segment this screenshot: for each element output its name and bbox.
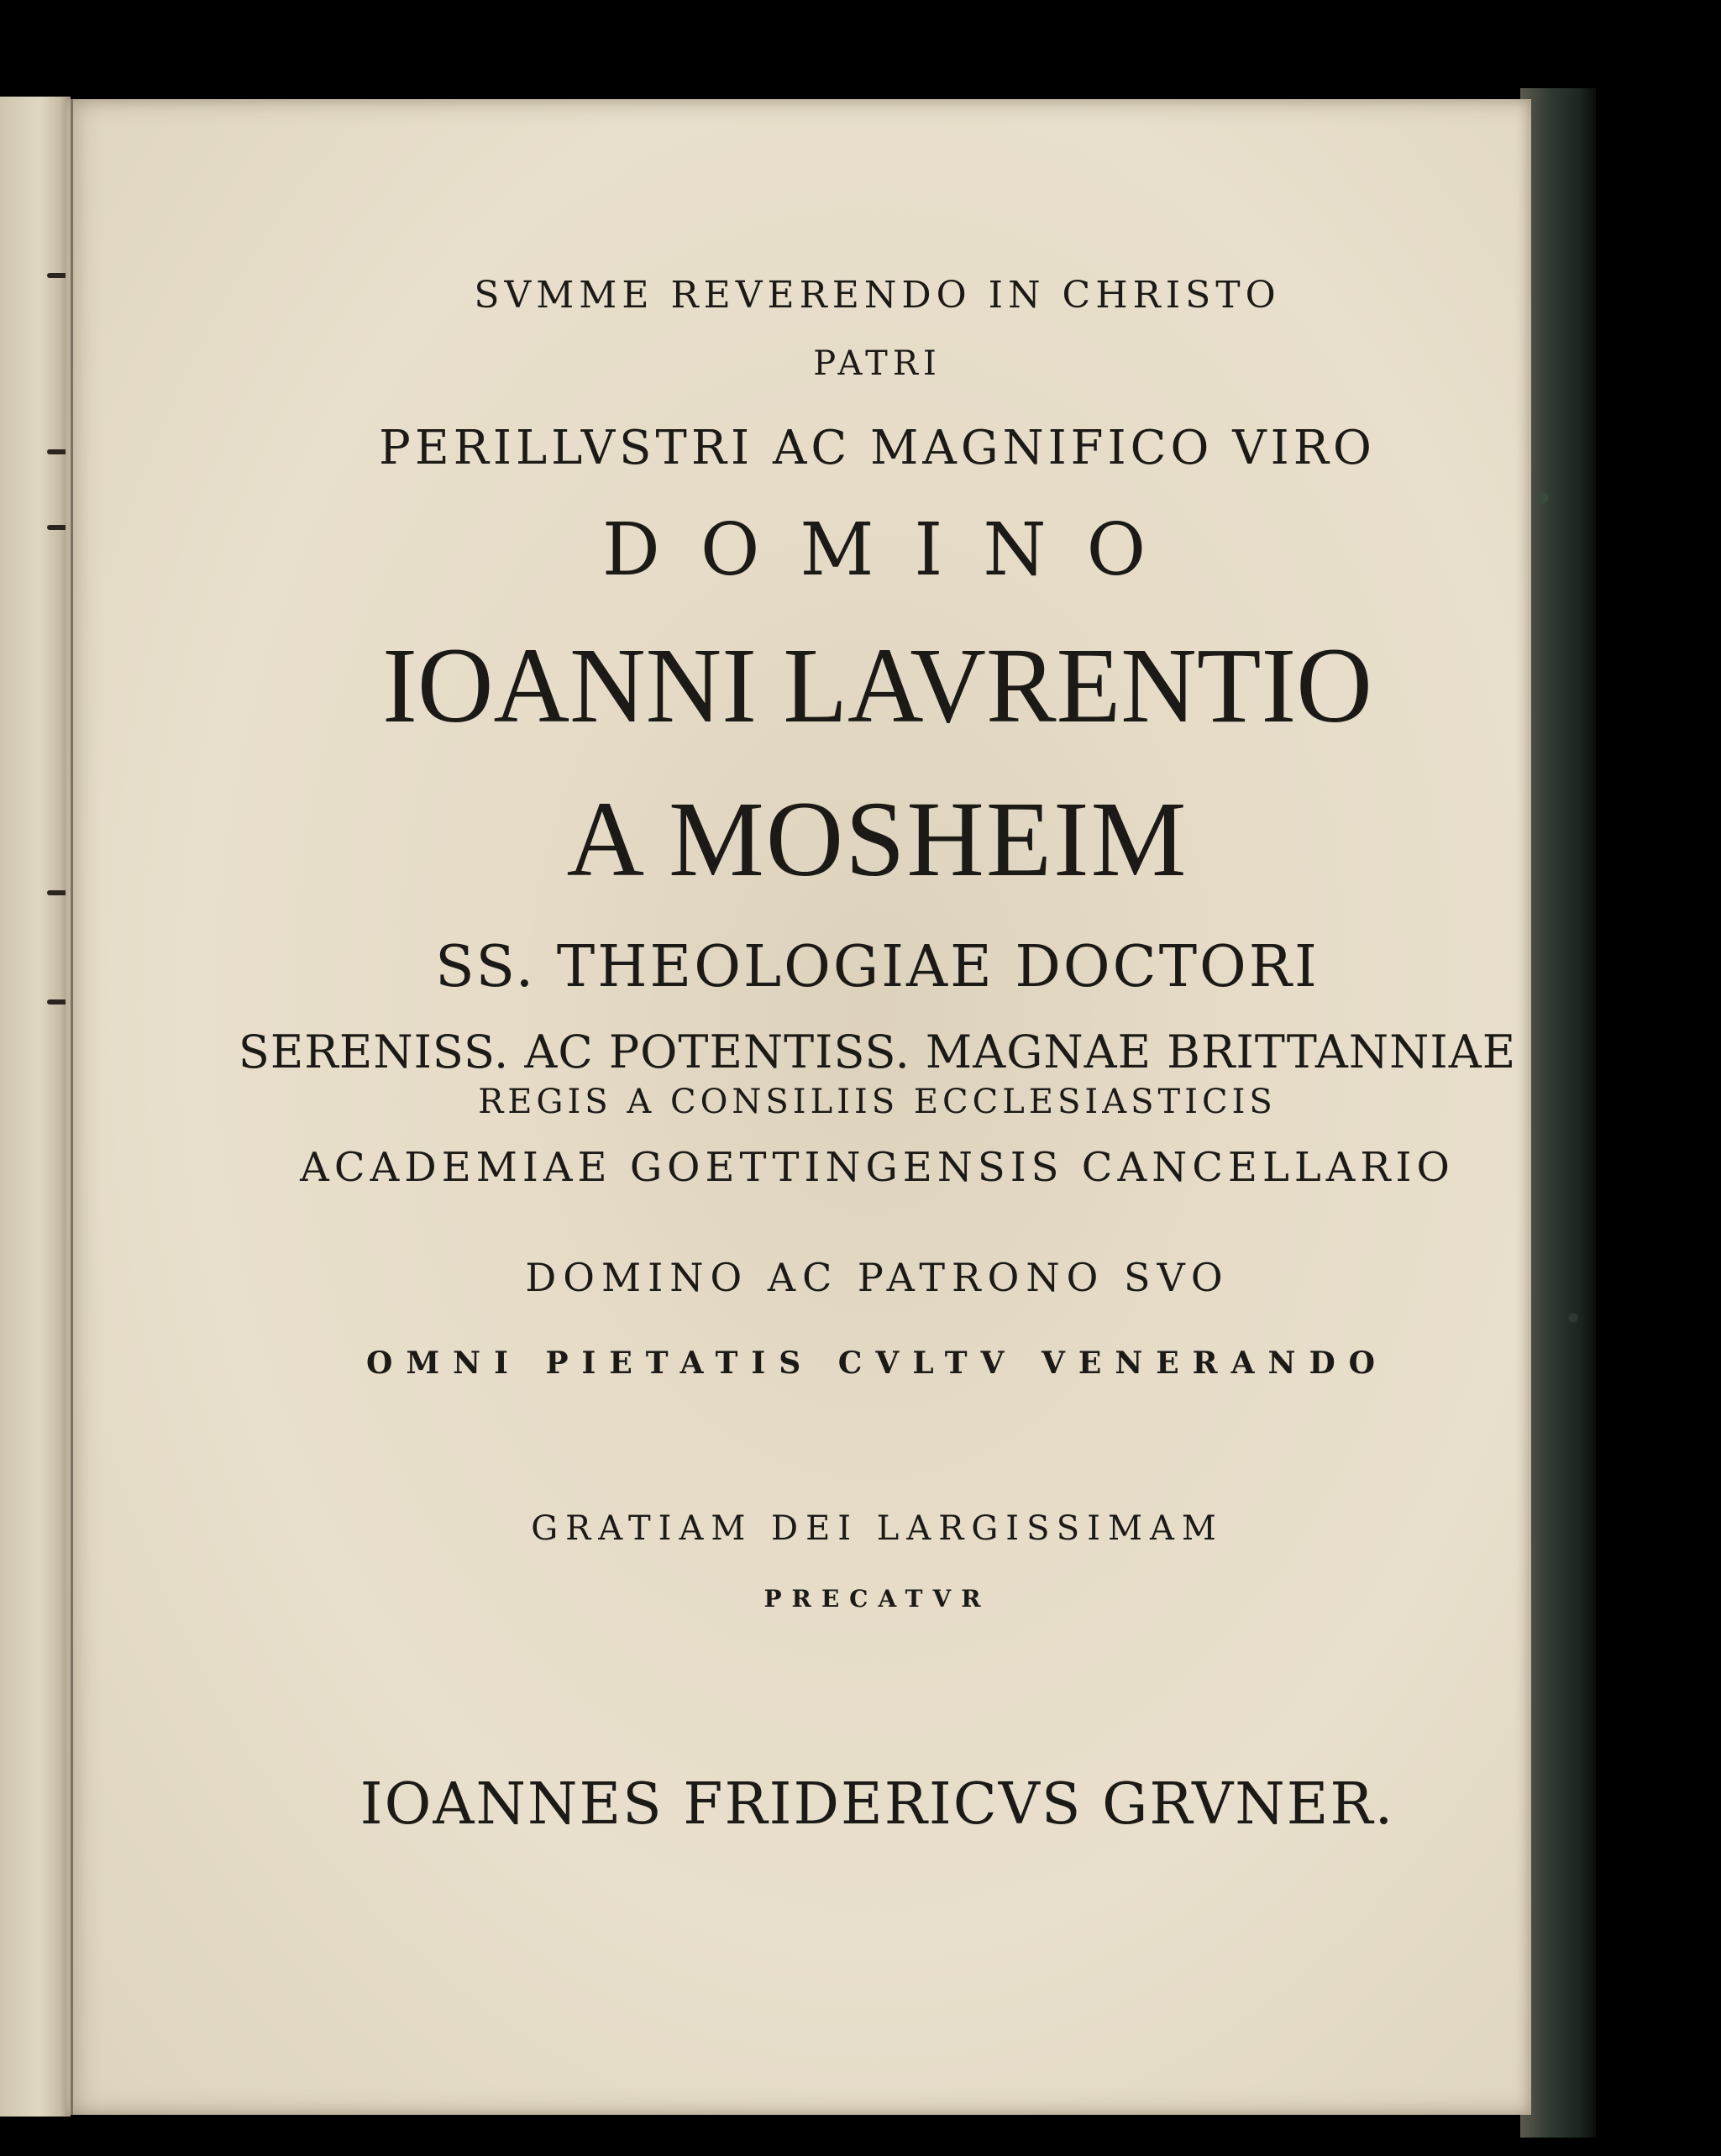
dedicatee-name: IOANNI LAVRENTIO [382, 626, 1372, 745]
dedication-line-3: PERILLVSTRI AC MAGNIFICO VIRO [379, 421, 1376, 475]
dedicatee-title: SS. THEOLOGIAE DOCTORI [435, 934, 1320, 1000]
dedicatee-office-2: REGIS A CONSILIIS ECCLESIASTICIS [478, 1083, 1277, 1121]
dedication-precatur: PRECATVR [763, 1585, 991, 1613]
dedication-domino: DOMINO [601, 508, 1187, 592]
dedicatee-office-3: ACADEMIAE GOETTINGENSIS CANCELLARIO [300, 1144, 1455, 1191]
dedication-patron: DOMINO AC PATRONO SVO [525, 1255, 1230, 1300]
dedication-prayer: GRATIAM DEI LARGISSIMAM [531, 1509, 1224, 1548]
dedication-line-1: SVMME REVERENDO IN CHRISTO [474, 274, 1281, 317]
dedication-line-2: PATRI [813, 344, 942, 383]
dedication-veneration: OMNI PIETATIS CVLTV VENERANDO [365, 1346, 1389, 1381]
dedicatee-surname: A MOSHEIM [566, 779, 1188, 899]
dedicatee-office-1: SERENISS. AC POTENTISS. MAGNAE BRITTANNIAE [238, 1026, 1517, 1078]
author-name: IOANNES FRIDERICVS GRVNER. [359, 1771, 1395, 1838]
